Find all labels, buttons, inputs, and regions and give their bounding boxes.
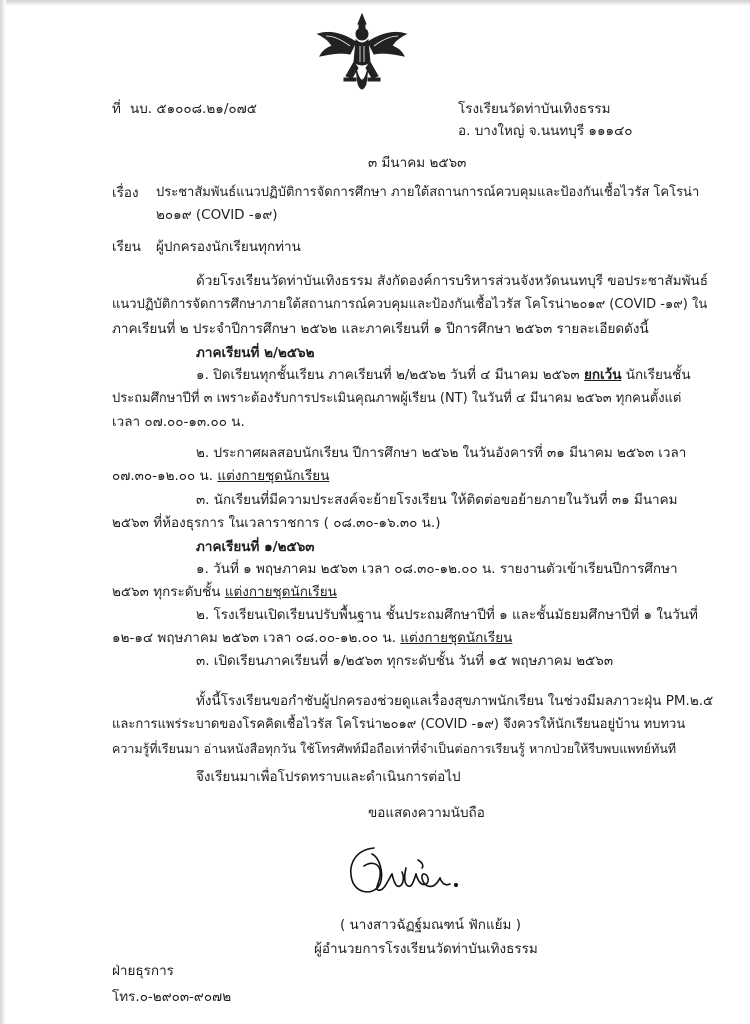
intro-line-2: แนวปฏิบัติการจัดการศึกษาภายใต้สถานการณ์ควบคุมและป้องกันเชื้อไวรัส โคโรน่า๒๐๑๙ (COVID -๑๙) ใน	[112, 297, 708, 312]
signatory-name: ( นางสาวฉัฏฐ์มณฑน์ ฟักแย้ม )	[340, 917, 522, 933]
page-edge-shadow-top	[0, 0, 750, 6]
department-phone: โทร.๐-๒๙๐๓-๙๐๗๒	[112, 989, 232, 1005]
letter-date: ๓ มีนาคม ๒๕๖๓	[368, 155, 467, 171]
ref-number: นบ. ๕๑๐๐๘.๒๑/๐๗๕	[130, 101, 257, 117]
semester-heading-2: ภาคเรียนที่ ๑/๒๕๖๓	[196, 539, 315, 555]
semester2-item2-line1: ๒. โรงเรียนเปิดเรียนปรับพื้นฐาน ชั้นประถมศึกษาปีที่ ๑ และชั้นมัธยมศึกษาปีที่ ๑ ในวันที่	[196, 607, 698, 623]
school-name: โรงเรียนวัดท่าบันเทิงธรรม	[458, 101, 611, 117]
ref-label: ที่	[112, 101, 121, 117]
semester1-item1-text-end: นักเรียนชั้น	[625, 367, 691, 383]
semester-heading-1: ภาคเรียนที่ ๒/๒๕๖๒	[196, 345, 315, 361]
semester1-item2-line1: ๒. ประกาศผลสอบนักเรียน ปีการศึกษา ๒๕๖๒ ในวันอังคารที่ ๓๑ มีนาคม ๒๕๖๓ เวลา	[196, 445, 687, 461]
semester1-item2-line2	[112, 467, 329, 485]
regards-text: ขอแสดงความนับถือ	[368, 805, 485, 821]
page-edge-shadow-left	[0, 0, 6, 1024]
department-name: ฝ่ายธุรการ	[112, 963, 174, 979]
handwritten-signature	[344, 840, 484, 902]
semester2-item2-line2	[112, 629, 512, 647]
semester1-item3-line2: ๒๕๖๓ ที่ห้องธุรการ ในเวลาราชการ ( ๐๘.๓๐-๑๖.๓๐ น.)	[112, 515, 441, 531]
semester2-item1-line1: ๑. วันที่ ๑ พฤษภาคม ๒๕๖๓ เวลา ๐๘.๓๐-๑๒.๐๐ น. รายงานตัวเข้าเรียนปีการศึกษา	[196, 561, 678, 577]
school-address: อ. บางใหญ่ จ.นนทบุรี ๑๑๑๔๐	[458, 123, 633, 139]
semester2-item1-text: ๒๕๖๓ ทุกระดับชั้น	[112, 584, 221, 600]
semester2-item3-line1: ๓. เปิดเรียนภาคเรียนที่ ๑/๒๕๖๓ ทุกระดับชั้น วันที่ ๑๕ พฤษภาคม ๒๕๖๓	[196, 653, 614, 669]
semester1-item2-time: ๐๗.๓๐-๑๒.๐๐ น.	[112, 468, 214, 484]
semester2-item2-text: ๑๒-๑๔ พฤษภาคม ๒๕๖๓ เวลา ๐๘.๐๐-๑๒.๐๐ น.	[112, 630, 396, 646]
signatory-position: ผู้อำนวยการโรงเรียนวัดท่าบันเทิงธรรม	[314, 941, 538, 957]
closing-line-2: และการแพร่ระบาดของโรคคิดเชื้อไวรัส โคโรน่า๒๐๑๙ (COVID -๑๙) จึงควรให้นักเรียนอยู่บ้าน ทบทวน	[112, 717, 686, 732]
closing-line-3: ความรู้ที่เรียนมา อ่านหนังสือทุกวัน ใช้โทรศัพท์มือถือเท่าที่จำเป็นต่อการเรียนรู้ หากป่วยให้รีบพบแพทย์ทันที	[112, 741, 677, 756]
semester1-item1-line3: เวลา ๐๗.๐๐-๑๓.๐๐ น.	[112, 414, 245, 430]
semester1-item1-text: ๑. ปิดเรียนทุกชั้นเรียน ภาคเรียนที่ ๒/๒๕๖๒ วันที่ ๔ มีนาคม ๒๕๖๓	[196, 367, 580, 383]
subject-line-2: ๒๐๑๙ (COVID -๑๙)	[156, 207, 278, 223]
semester2-item1-line2	[112, 583, 337, 601]
intro-line-1: ด้วยโรงเรียนวัดท่าบันเทิงธรรม สังกัดองค์การบริหารส่วนจังหวัดนนทบุรี ขอประชาสัมพันธ์	[196, 273, 708, 289]
semester1-item1-line1	[196, 366, 691, 384]
intro-line-3: ภาคเรียนที่ ๒ ประจำปีการศึกษา ๒๕๖๒ และภาคเรียนที่ ๑ ปีการศึกษา ๒๕๖๓ รายละเอียดดังนี้	[112, 321, 649, 337]
subject-line-1: ประชาสัมพันธ์แนวปฏิบัติการจัดการศึกษา ภายใต้สถานการณ์ควบคุมและป้องกันเชื้อไวรัส โคโรน่า	[156, 185, 700, 200]
garuda-emblem-icon	[316, 12, 408, 96]
semester1-item3-line1: ๓. นักเรียนที่มีความประสงค์จะย้ายโรงเรียน ให้ติดต่อขอย้ายภายในวันที่ ๓๑ มีนาคม	[196, 492, 678, 508]
except-note: ยกเว้น	[583, 367, 622, 383]
uniform-note: แต่งกายชุดนักเรียน	[217, 468, 330, 484]
uniform-note: แต่งกายชุดนักเรียน	[400, 630, 513, 646]
recipient-value: ผู้ปกครองนักเรียนทุกท่าน	[156, 239, 301, 255]
closing-line-4: จึงเรียนมาเพื่อโปรดทราบและดำเนินการต่อไป	[196, 769, 461, 785]
recipient-label: เรียน	[112, 239, 142, 255]
semester1-item1-line2: ประถมศึกษาปีที่ ๓ เพราะต้องรับการประเมินคุณภาพผู้เรียน (NT) ในวันที่ ๔ มีนาคม ๒๕๖๓ ทุกคนตั้งแต่	[112, 391, 682, 406]
uniform-note: แต่งกายชุดนักเรียน	[224, 584, 337, 600]
subject-label: เรื่อง	[112, 185, 139, 201]
closing-line-1: ทั้งนี้โรงเรียนขอกำชับผู้ปกครองช่วยดูแลเรื่องสุขภาพนักเรียน ในช่วงมีมลภาวะฝุ่น PM.๒.๕	[196, 693, 714, 709]
